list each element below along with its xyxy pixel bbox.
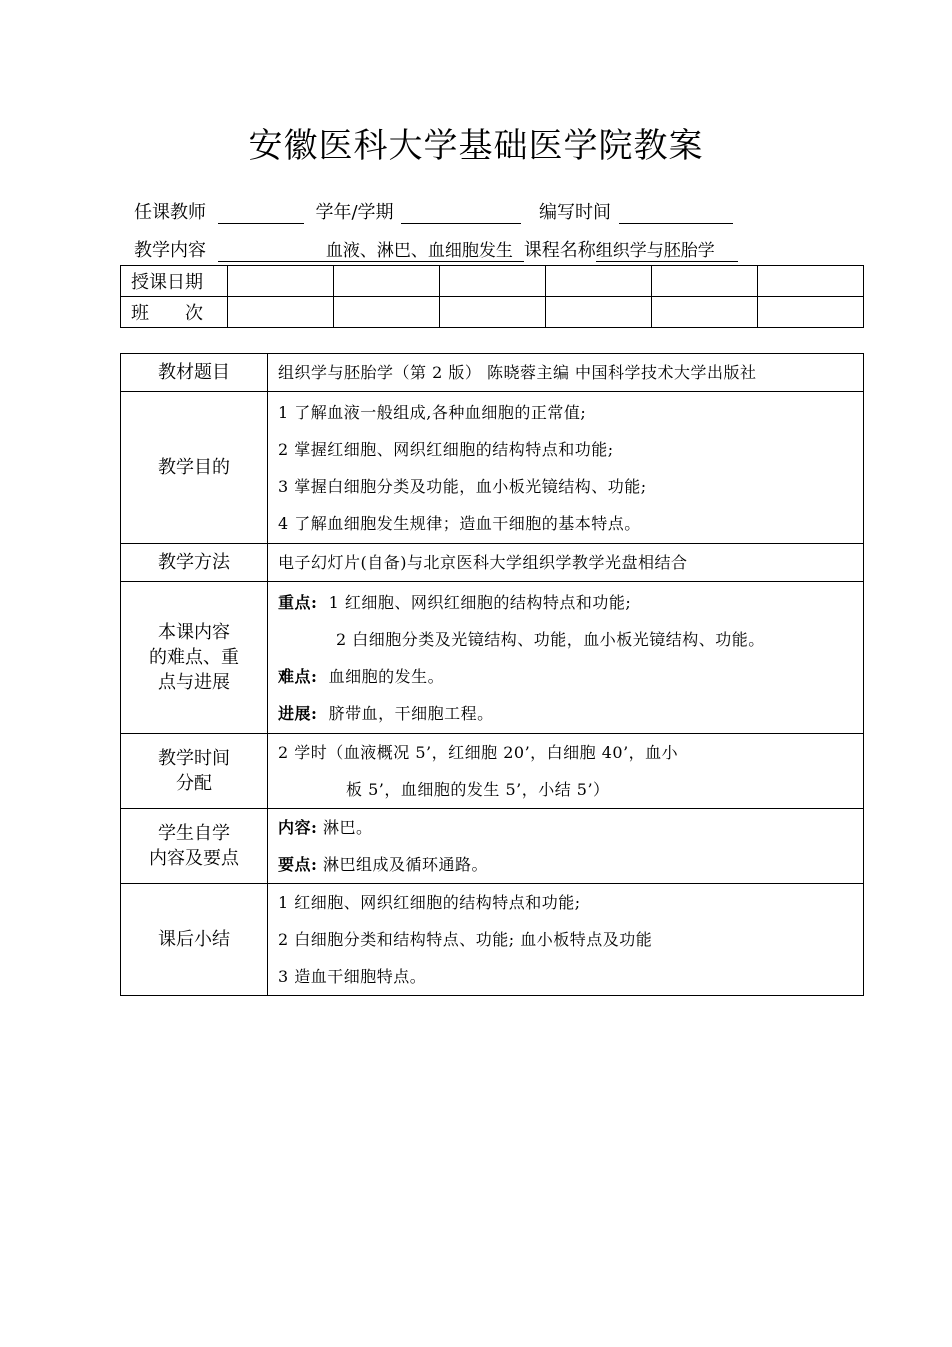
key-points-row <box>121 582 864 734</box>
method-row <box>121 544 864 582</box>
objective-item: 1 了解血液一般组成,各种血细胞的正常值; <box>278 402 587 422</box>
self-study-label <box>121 809 268 884</box>
key-point-line <box>278 584 863 621</box>
self-study-points-line <box>278 846 863 883</box>
textbook-row <box>121 354 864 392</box>
course-label: 课程名称 <box>523 240 596 261</box>
self-study-content <box>268 809 864 884</box>
textbook-label: 教材题目 <box>121 354 268 392</box>
method-value: 电子幻灯片(自备)与北京医科大学组织学教学光盘相结合 <box>268 544 864 582</box>
self-study-label-line: 学生自学 <box>158 823 230 844</box>
progress-line <box>278 695 863 732</box>
teacher-label: 任课教师 <box>134 202 206 223</box>
self-content-value: 淋巴。 <box>323 818 373 837</box>
date-cell[interactable] <box>652 266 758 297</box>
summary-item: 3 造血干细胞特点。 <box>278 967 427 986</box>
difficult-line <box>278 658 863 695</box>
time-label <box>121 734 268 809</box>
self-study-label-line: 内容及要点 <box>149 848 239 869</box>
progress-label: 进展: <box>278 703 318 723</box>
key-label: 重点: <box>278 592 318 612</box>
textbook-value: 组织学与胚胎学（第 2 版） 陈晓蓉主编 中国科学技术大学出版社 <box>268 354 864 392</box>
objectives-list <box>268 392 864 544</box>
term-field[interactable] <box>401 205 521 224</box>
key-point-2: 2 白细胞分类及光镜结构、功能，血小板光镜结构、功能。 <box>336 629 765 649</box>
objectives-row <box>121 392 864 544</box>
self-content-label: 内容: <box>278 818 318 837</box>
class-cell[interactable] <box>652 297 758 328</box>
meta-line-1 <box>134 198 739 224</box>
method-label: 教学方法 <box>121 544 268 582</box>
objective-item: 3 掌握白细胞分类及功能，血小板光镜结构、功能; <box>278 476 647 496</box>
key-points-content <box>268 582 864 734</box>
summary-label: 课后小结 <box>121 884 268 996</box>
date-cell[interactable] <box>228 266 334 297</box>
time-label-line: 教学时间 <box>158 748 230 769</box>
lesson-plan-table <box>120 353 864 996</box>
class-cell[interactable] <box>334 297 440 328</box>
course-field[interactable] <box>596 236 738 262</box>
content-value: 血液、淋巴、血细胞发生 <box>325 241 513 261</box>
content-field[interactable] <box>218 236 524 262</box>
class-label: 班 次 <box>121 297 228 328</box>
self-points-value: 淋巴组成及循环通路。 <box>323 855 489 874</box>
objectives-label: 教学目的 <box>121 392 268 544</box>
difficult-label: 难点: <box>278 666 318 686</box>
time-row <box>121 734 864 809</box>
key-points-label <box>121 582 268 734</box>
key-points-label-line: 的难点、重 <box>149 647 239 668</box>
summary-list <box>268 884 864 996</box>
schedule-row-date <box>121 266 864 297</box>
objective-item: 2 掌握红细胞、网织红细胞的结构特点和功能; <box>278 439 614 459</box>
summary-row <box>121 884 864 996</box>
summary-item: 1 红细胞、网织红细胞的结构特点和功能; <box>278 893 581 912</box>
date-label: 授课日期 <box>121 266 228 297</box>
page-title: 安徽医科大学基础医学院教案 <box>248 126 704 166</box>
content-label: 教学内容 <box>134 240 206 261</box>
time-line: 2 学时（血液概况 5’，红细胞 20’，白细胞 40’，血小 <box>278 743 679 762</box>
time-label-line: 分配 <box>176 773 212 794</box>
class-cell[interactable] <box>546 297 652 328</box>
summary-item: 2 白细胞分类和结构特点、功能; 血小板特点及功能 <box>278 930 653 949</box>
difficult-value: 血细胞的发生。 <box>328 666 445 686</box>
teacher-field[interactable] <box>218 205 304 224</box>
class-cell[interactable] <box>440 297 546 328</box>
self-points-label: 要点: <box>278 855 318 874</box>
class-cell[interactable] <box>228 297 334 328</box>
key-points-label-line: 本课内容 <box>158 622 230 643</box>
time-line: 板 5’，血细胞的发生 5’，小结 5’） <box>346 780 610 799</box>
written-time-label: 编写时间 <box>539 202 612 223</box>
term-label: 学年/学期 <box>315 202 394 223</box>
self-study-row <box>121 809 864 884</box>
date-cell[interactable] <box>334 266 440 297</box>
self-study-content-line <box>278 809 863 846</box>
time-content <box>268 734 864 809</box>
class-cell[interactable] <box>758 297 864 328</box>
key-points-label-line: 点与进展 <box>158 672 230 693</box>
written-time-field[interactable] <box>619 205 733 224</box>
date-cell[interactable] <box>546 266 652 297</box>
course-value: 组织学与胚胎学 <box>595 241 715 261</box>
objective-item: 4 了解血细胞发生规律；造血干细胞的基本特点。 <box>278 513 641 533</box>
schedule-table <box>120 265 864 328</box>
date-cell[interactable] <box>758 266 864 297</box>
schedule-row-class <box>121 297 864 328</box>
date-cell[interactable] <box>440 266 546 297</box>
progress-value: 脐带血，干细胞工程。 <box>328 703 494 723</box>
key-point-1: 1 红细胞、网织红细胞的结构特点和功能; <box>328 592 632 612</box>
meta-line-2 <box>134 236 738 262</box>
